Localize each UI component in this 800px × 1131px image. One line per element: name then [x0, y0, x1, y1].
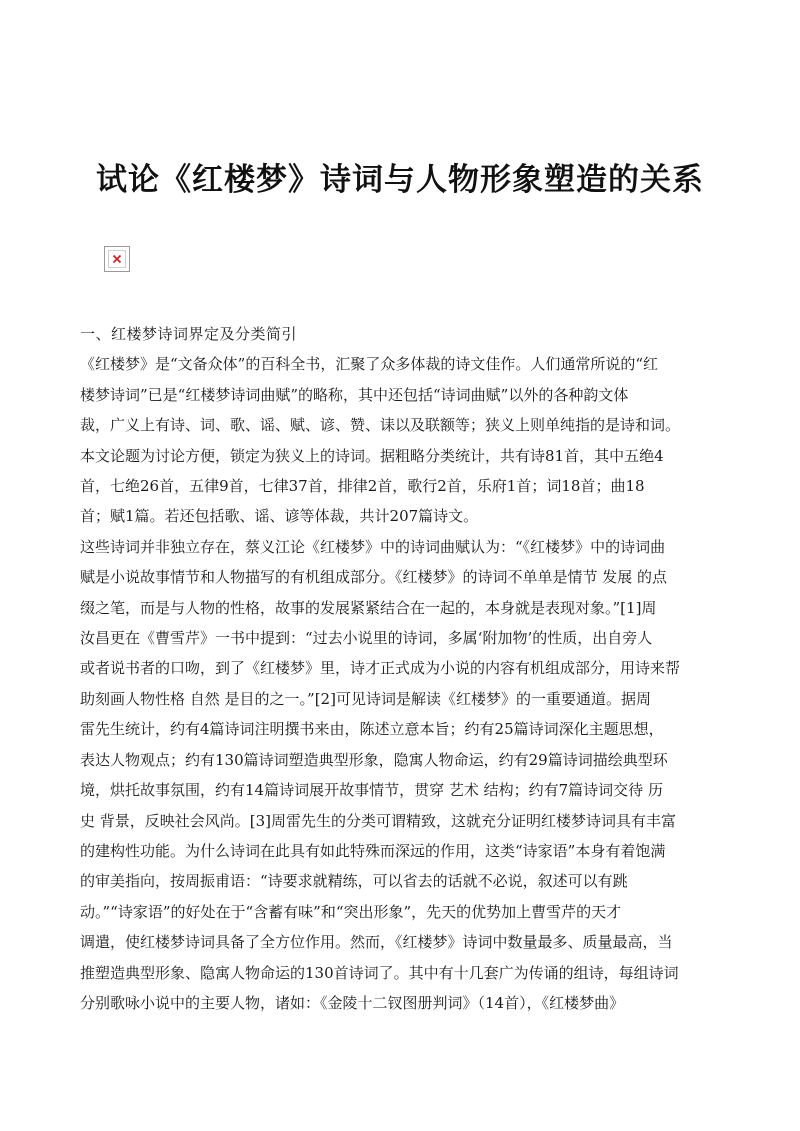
body-line: 这些诗词并非独立存在，蔡义江论《红楼梦》中的诗词曲赋认为：“《红楼梦》中的诗词曲	[80, 537, 666, 556]
body-line: 动。”“诗家语”的好处在于“含蓄有味”和“突出形象”，先天的优势加上曹雪芹的天才	[80, 902, 622, 921]
body-line: 境，烘托故事氛围，约有14篇诗词展开故事情节，贯穿 艺术 结构；约有7篇诗词交待 历	[80, 781, 663, 800]
body-line: 赋是小说故事情节和人物描写的有机组成部分。《红楼梦》的诗词不单单是情节 发展 的点	[80, 568, 668, 587]
body-line: 推塑造典型形象、隐寓人物命运的130首诗词了。其中有十几套广为传诵的组诗，每组诗词	[80, 963, 679, 982]
body-line: 的审美指向，按周振甫语：“诗要求就精练，可以省去的话就不必说，叙述可以有跳	[80, 872, 628, 891]
body-line: 《红楼梦》是“文备众体”的百科全书，汇聚了众多体裁的诗文佳作。人们通常所说的“红	[80, 355, 659, 374]
body-line: 首，七绝26首，五律9首，七律37首，排律2首，歌行2首，乐府1首；词18首；曲18	[80, 477, 645, 496]
body-line: 汝昌更在《曹雪芹》一书中提到：“过去小说里的诗词，多属‘附加物’的性质，出自旁人	[80, 629, 653, 648]
body-line: 本文论题为讨论方便，锁定为狭义上的诗词。据粗略分类统计，共有诗81首，其中五绝4	[80, 446, 664, 465]
body-line: 助刻画人物性格 自然 是目的之一。”[2]可见诗词是解读《红楼梦》的一重要通道。据周	[80, 689, 651, 708]
body-line: 调遣，使红楼梦诗词具备了全方位作用。然而，《红楼梦》诗词中数量最多、质量最高，当	[80, 933, 673, 952]
body-line: 雷先生统计，约有4篇诗词注明撰书来由，陈述立意本旨；约有25篇诗词深化主题思想，	[80, 720, 664, 739]
body-line: 分别歌咏小说中的主要人物，诸如：《金陵十二钗图册判词》（14首），《红楼梦曲》	[80, 993, 625, 1012]
broken-image-icon	[104, 246, 130, 272]
body-line: 缀之笔，而是与人物的性格，故事的发展紧紧结合在一起的，本身就是表现对象。”[1]周	[80, 598, 657, 617]
body-line: 表达人物观点；约有130篇诗词塑造典型形象，隐寓人物命运，约有29篇诗词描绘典型环	[80, 750, 668, 769]
document-body	[80, 319, 725, 1018]
body-line: 楼梦诗词”已是“红楼梦诗词曲赋”的略称，其中还包括“诗词曲赋”以外的各种韵文体	[80, 385, 629, 404]
document-title: 试论《红楼梦》诗词与人物形象塑造的关系	[96, 162, 704, 198]
body-line: 或者说书者的口吻，到了《红楼梦》里，诗才正式成为小说的内容有机组成部分，用诗来帮	[80, 659, 681, 678]
body-line: 首；赋1篇。若还包括歌、谣、谚等体裁，共计207篇诗文。	[80, 507, 479, 526]
body-line: 史 背景，反映社会风尚。[3]周雷先生的分类可谓精致，这就充分证明红楼梦诗词具有丰富	[80, 811, 677, 830]
red-x-icon	[112, 254, 122, 264]
body-line: 的建构性功能。为什么诗词在此具有如此特殊而深远的作用，这类“诗家语”本身有着饱满	[80, 841, 666, 860]
body-line: 裁，广义上有诗、词、歌、谣、赋、谚、赞、诔以及联额等；狭义上则单纯指的是诗和词。	[80, 416, 681, 435]
section-heading: 一、红楼梦诗词界定及分类简引	[80, 325, 298, 343]
